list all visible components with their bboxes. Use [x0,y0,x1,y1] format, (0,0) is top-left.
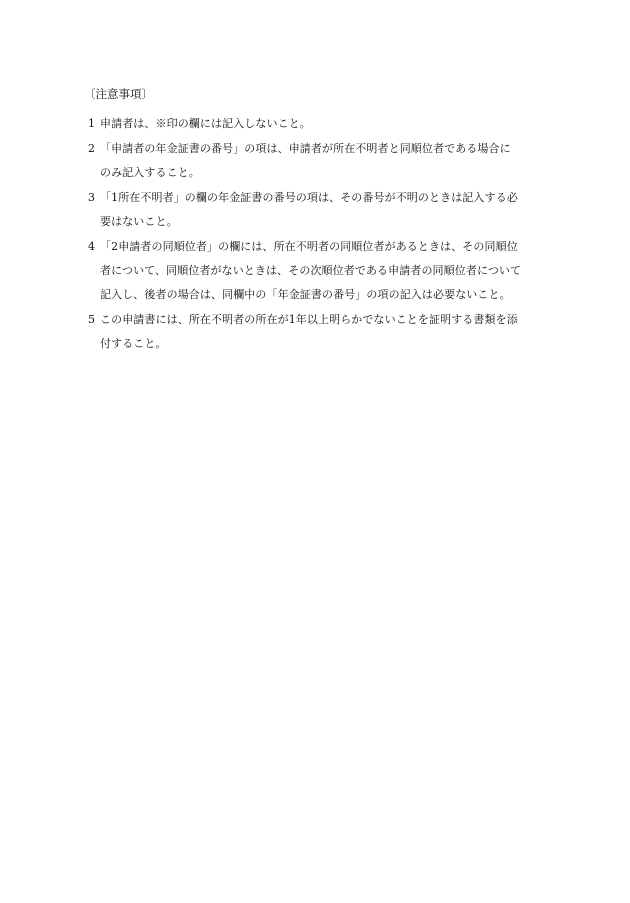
note-text: この申請書には、所在不明者の所在が1年以上明らかでないことを証明する書類を添 付すること。 [100,313,518,350]
note-item-1 [84,112,554,136]
note-text: 「申請者の年金証書の番号」の項は、申請者が所在不明者と同順位者である場合に のみ記入すること。 [100,142,511,179]
notes-heading: 〔注意事項〕 [84,87,153,101]
note-number: 5 [88,313,96,326]
note-text: 「1所在不明者」の欄の年金証書の番号の項は、その番号が不明のときは記入する必 要はないこと。 [100,191,518,228]
note-item-5 [84,308,554,356]
note-item-4 [84,235,554,307]
note-text: 「2申請者の同順位者」の欄には、所在不明者の同順位者があるときは、その同順位 者について、同順位者がないときは、その次順位者である申請者の同順位者について 記入し、後者の場合は、同欄中の「年金証書の番号」の項の記入は必要ないこと。 [100,240,522,301]
note-item-2 [84,137,554,185]
note-number: 1 [88,117,96,130]
note-number: 2 [88,142,96,155]
notes-list [84,112,554,357]
note-number: 4 [88,240,96,253]
note-item-3 [84,186,554,234]
note-text: 申請者は、※印の欄には記入しないこと。 [100,117,311,130]
note-number: 3 [88,191,96,204]
